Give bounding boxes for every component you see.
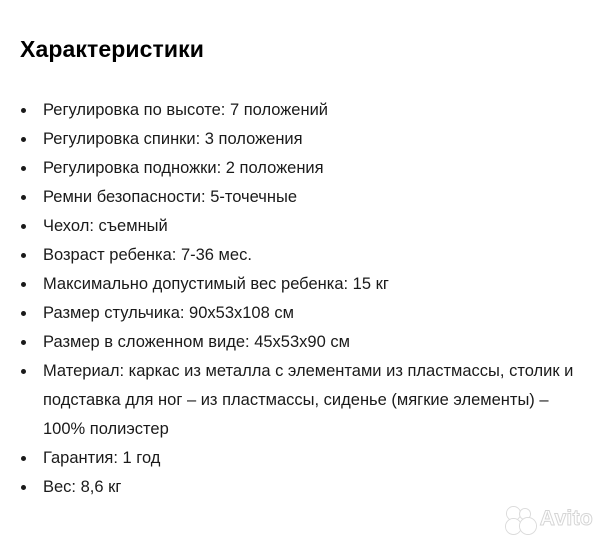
watermark-text: Avito: [539, 507, 593, 530]
bullet-icon: [21, 166, 26, 171]
bullet-icon: [21, 311, 26, 316]
spec-item-warranty: [20, 444, 580, 473]
bullet-icon: [21, 195, 26, 200]
bullet-icon: [21, 137, 26, 142]
spec-text: Максимально допустимый вес ребенка: 15 кг: [43, 275, 389, 293]
spec-text: Возраст ребенка: 7-36 мес.: [43, 246, 252, 264]
bullet-icon: [21, 282, 26, 287]
spec-text: Регулировка спинки: 3 положения: [43, 130, 303, 148]
spec-text: Регулировка по высоте: 7 положений: [43, 101, 329, 119]
spec-item-backrest-adjustment: [20, 125, 580, 154]
spec-item-height-adjustment: [20, 96, 580, 125]
bullet-icon: [21, 253, 26, 258]
spec-item-footrest-adjustment: [20, 154, 580, 183]
avito-logo-icon: [505, 506, 535, 532]
bullet-icon: [21, 456, 26, 461]
spec-item-cover: [20, 212, 580, 241]
spec-item-material: [20, 357, 580, 444]
characteristics-list: [20, 96, 580, 502]
spec-text: Чехол: съемный: [43, 217, 168, 235]
spec-item-max-weight: [20, 270, 580, 299]
bullet-icon: [21, 369, 26, 374]
spec-item-chair-size: [20, 299, 580, 328]
spec-item-safety-belts: [20, 183, 580, 212]
avito-watermark: [505, 506, 593, 532]
spec-item-child-age: [20, 241, 580, 270]
spec-text: Размер в сложенном виде: 45x53x90 см: [43, 333, 350, 351]
bullet-icon: [21, 224, 26, 229]
bullet-icon: [21, 108, 26, 113]
spec-text: Вес: 8,6 кг: [43, 478, 122, 496]
spec-text: Гарантия: 1 год: [43, 449, 161, 467]
spec-text: Регулировка подножки: 2 положения: [43, 159, 324, 177]
bullet-icon: [21, 340, 26, 345]
spec-text: Материал: каркас из металла с элементами из пластмассы, столик и подставка для ног – из пластмассы, сиденье (мягкие элементы) – 100% полиэстер: [43, 362, 574, 438]
spec-item-weight: [20, 473, 580, 502]
spec-text: Ремни безопасности: 5-точечные: [43, 188, 298, 206]
section-title: Характеристики: [20, 36, 204, 62]
spec-text: Размер стульчика: 90x53x108 см: [43, 304, 294, 322]
spec-item-folded-size: [20, 328, 580, 357]
bullet-icon: [21, 485, 26, 490]
